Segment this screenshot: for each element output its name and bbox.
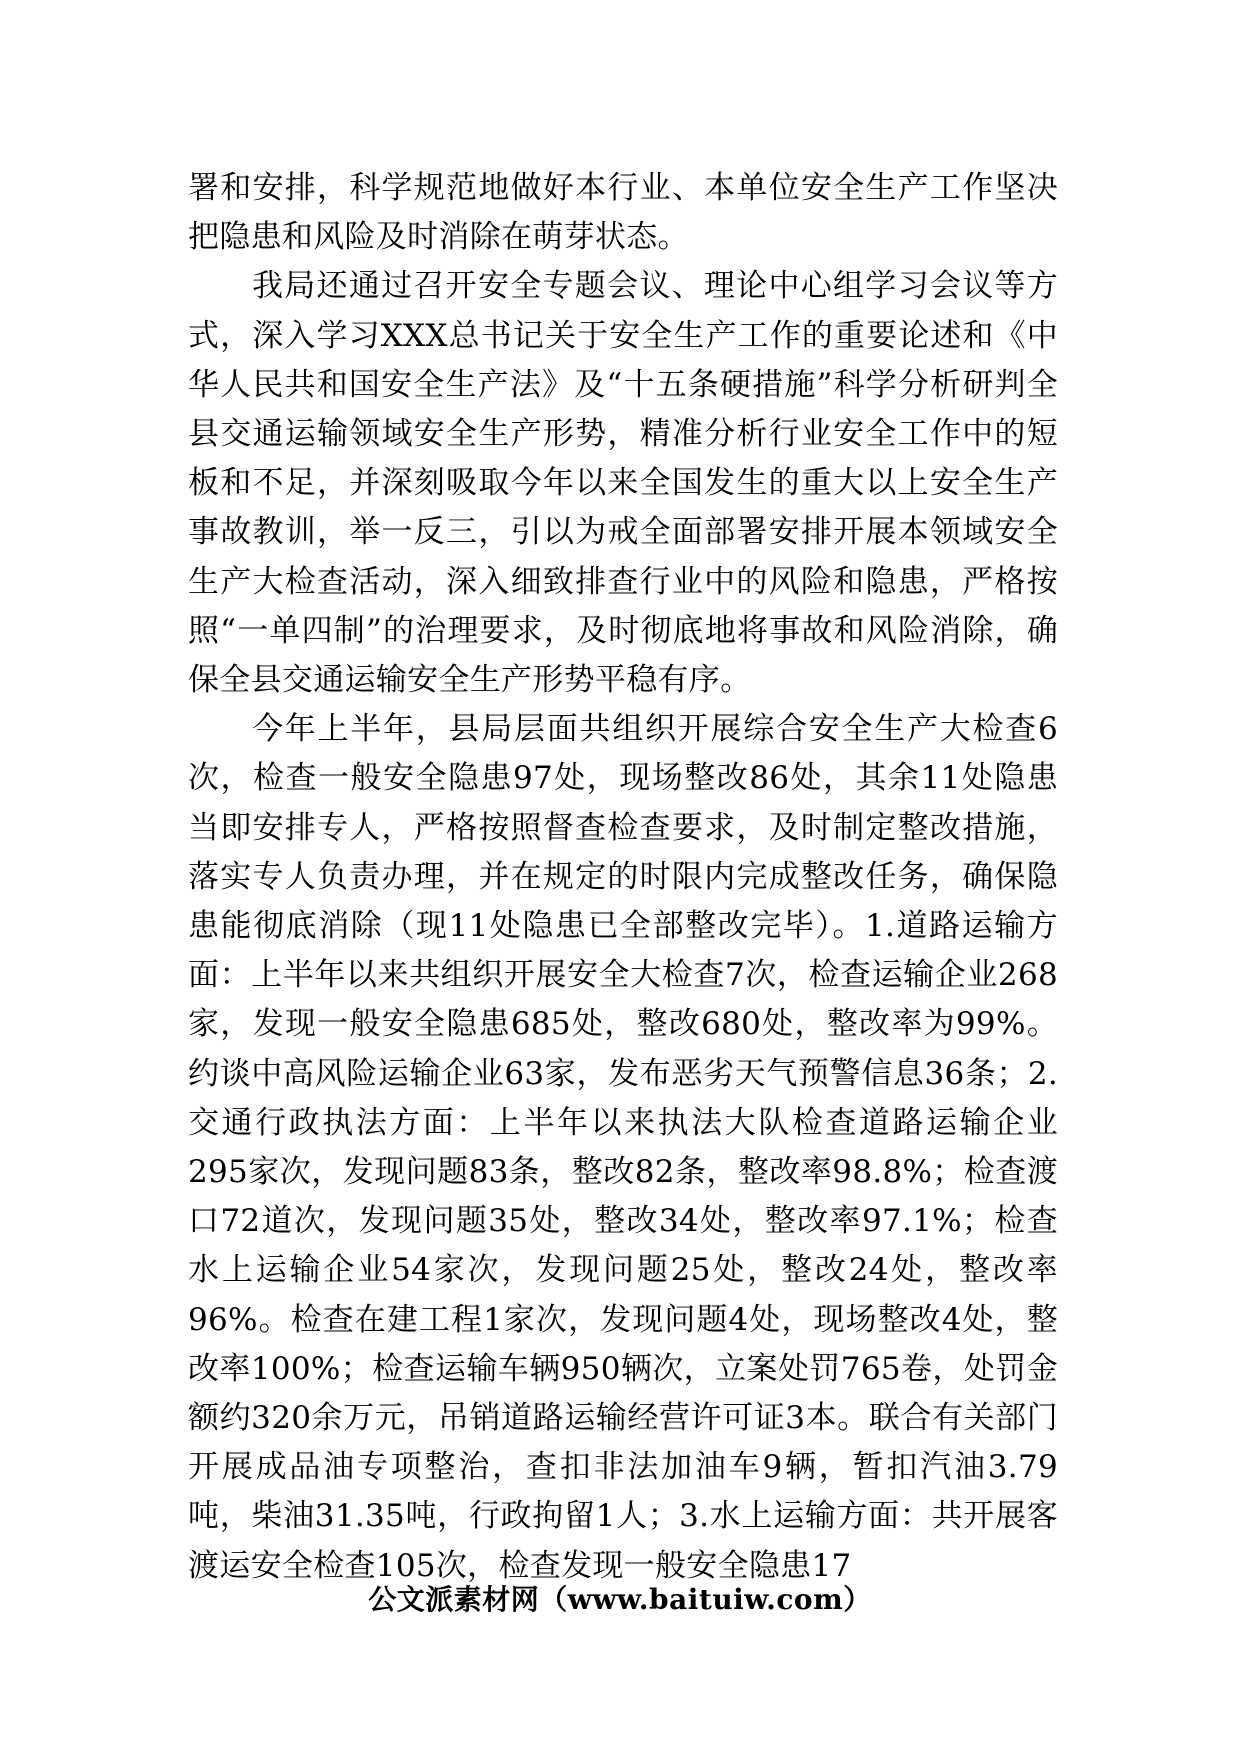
document-body xyxy=(188,164,1058,1591)
paragraph-continuation: 署和安排，科学规范地做好本行业、本单位安全生产工作坚决把隐患和风险及时消除在萌芽状态。 xyxy=(188,170,1058,256)
paragraph-inspection-results: 今年上半年，县局层面共组织开展综合安全生产大检查6次，检查一般安全隐患97处，现场整改86处，其余11处隐患当即安排专人，严格按照督查检查要求，及时制定整改措施，落实专人负责办理，并在规定的时限内完成整改任务，确保隐患能彻底消除（现11处隐患已全部整改完毕）。1.道路运输方面：上半年以来共组织开展安全大检查7次，检查运输企业268家，发现一般安全隐患685处，整改680处，整改率为99%。约谈中高风险运输企业63家，发布恶劣天气预警信息36条；2.交通行政执法方面：上半年以来执法大队检查道路运输企业295家次，发现问题83条，整改82条，整改率98.8%；检查渡口72道次，发现问题35处，整改34处，整改率97.1%；检查水上运输企业54家次，发现问题25处，整改24处，整改率96%。检查在建工程1家次，发现问题4处，现场整改4处，整改率100%；检查运输车辆950辆次，立案处罚765卷，处罚金额约320余万元，吊销道路运输经营许可证3本。联合有关部门开展成品油专项整治，查扣非法加油车9辆，暂扣汽油3.79吨，柴油31.35吨，行政拘留1人；3.水上运输方面：共开展客渡运安全检查105次，检查发现一般安全隐患17 xyxy=(188,711,1058,1584)
page-footer-watermark: 公文派素材网（www.baituiw.com） xyxy=(368,1583,872,1616)
paragraph-safety-study: 我局还通过召开安全专题会议、理论中心组学习会议等方式，深入学习XXX总书记关于安全生产工作的重要论述和《中华人民共和国安全生产法》及“十五条硬措施”科学分析研判全县交通运输领域安全生产形势，精准分析行业安全工作中的短板和不足，并深刻吸取今年以来全国发生的重大以上安全生产事故教训，举一反三，引以为戒全面部署安排开展本领域安全生产大检查活动，深入细致排查行业中的风险和隐患，严格按照“一单四制”的治理要求，及时彻底地将事故和风险消除，确保全县交通运输安全生产形势平稳有序。 xyxy=(188,268,1058,699)
